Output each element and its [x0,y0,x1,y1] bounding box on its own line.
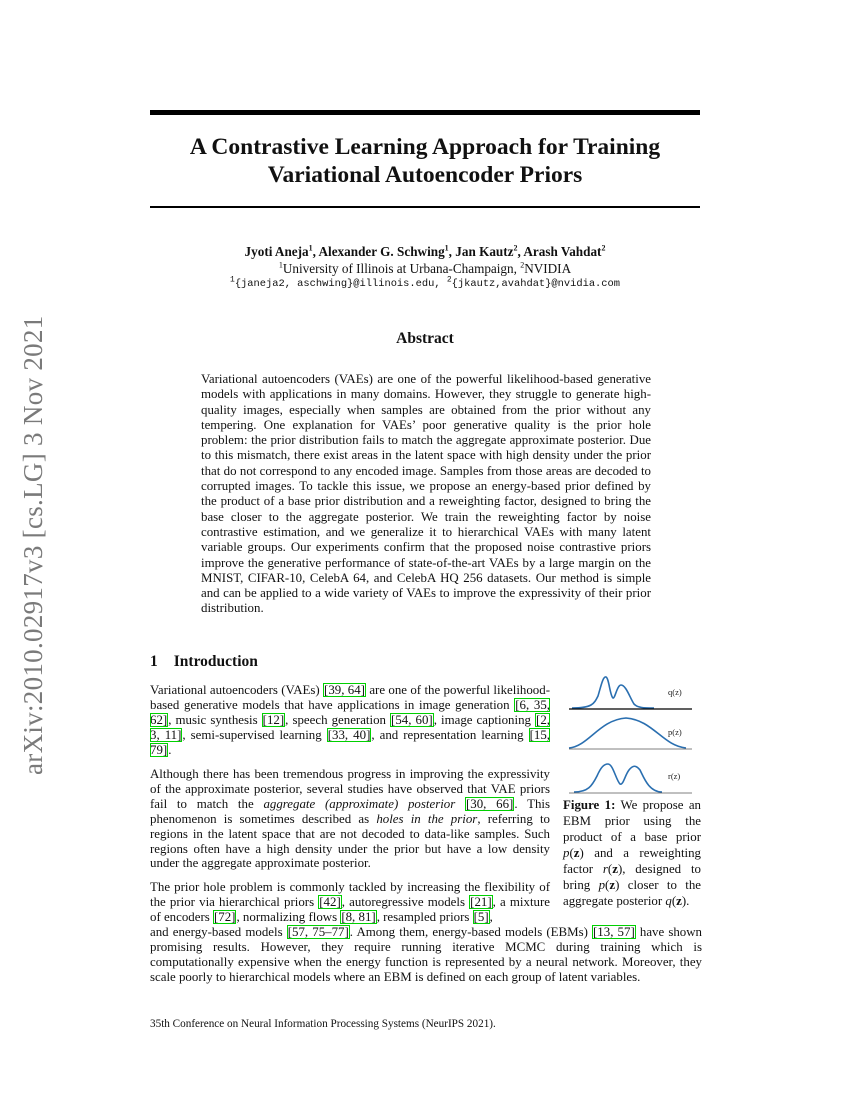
email-2: {jkautz,avahdat}@nvidia.com [451,278,620,290]
citation-link[interactable]: [54, 60] [391,712,433,727]
paper-title [150,133,700,189]
citation-link[interactable]: [30, 66] [466,796,514,811]
citation-link[interactable]: [21] [470,894,492,909]
author-affil-mark: 1 [444,243,449,253]
emphasis-text: holes in the prior [376,811,478,826]
citation-link[interactable]: [5] [473,909,489,924]
citation-link[interactable]: [8, 81] [341,909,376,924]
section-title: Introduction [173,653,258,670]
title-rule-top [150,110,700,115]
author-list: Jyoti Aneja$^1$, Alexander G. Schwing$^1$, Jan Kautz$^2$, Arash Vahdat$^2$ [244,243,606,259]
intro-paragraph-3-continued: and energy-based models [57, 75–77]. Among them, energy-based models (EBMs) [13, 57] have shown promising results. However, they require running iterative MCMC during training which is computationally expensive when the energy function is represented by a neural network. Moreover, they scale poorly to hierarchical models where an EBM is defined on each group of latent variables. [150,925,703,984]
q-curve [572,677,654,708]
arxiv-stamp: arXiv:2010.02917v3 [cs.LG] 3 Nov 2021 [18,315,48,775]
citation-link[interactable]: [6, 35, 62] [150,697,551,727]
citation-link[interactable]: [57, 75–77] [287,925,349,939]
affil-mark: 1 [278,260,283,270]
citation-link[interactable]: [33, 40] [327,727,371,742]
emails [150,277,700,291]
author-name: Alexander G. Schwing [318,244,445,259]
affiliation-1: University of Illinois at Urbana-Champaign, [282,261,521,276]
figure-1-caption: Figure 1: We propose an EBM prior using the product of a base prior p(z) and a reweighting factor r(z), designed to bring p(z) closer to the aggregate posterior q(z). [563,798,701,908]
citation-link[interactable]: [12] [262,712,285,727]
conference-footer: 35th Conference on Neural Information Processing Systems (NeurIPS 2021). [150,1018,496,1030]
citation-link[interactable]: [15, 79] [150,727,550,757]
intro-paragraph-1: Variational autoencoders (VAEs) [39, 64] are one of the powerful likelihood-based generative models that have applications in image generation [6, 35, 62], music synthesis [12], speech generation [54, 60], image captioning [2, 3, 11], semi-supervised learning [33, 40], and representation learning [15, 79]. [150,683,551,757]
abstract-heading: Abstract [396,330,454,347]
r-label: r(z) [668,771,681,781]
citation-link[interactable]: [42] [319,894,341,909]
email-mark: 1 [230,275,235,285]
section-number: 1 [150,653,158,670]
citation-link[interactable]: [72] [214,909,236,924]
author-name: Arash Vahdat [523,244,602,259]
affiliations [150,260,700,277]
intro-paragraph-2: Although there has been tremendous progress in improving the expressivity of the approximate posterior, several studies have observed that VAE priors fail to match the aggregate (approximate) posterior [30, 66]. This phenomenon is sometimes described as holes in the prior, referring to regions in the latent space that are not decoded to data-like samples. Such regions often have a high density under the prior but have a low density under the aggregate approximate posterior. [150,767,550,871]
author-affil-mark: 1 [308,243,313,253]
title-line-1: A Contrastive Learning Approach for Training [189,134,661,160]
author-affil-mark: 2 [601,243,606,253]
figure-1-distributions [564,668,704,800]
author-name: Jyoti Aneja [244,244,309,259]
email-1: {janeja2, aschwing}@illinois.edu, [234,278,447,290]
emphasis-text: aggregate (approximate) posterior [263,796,456,811]
citation-link[interactable]: [2, 3, 11] [150,712,550,742]
q-label: q(z) [668,687,682,697]
citation-link[interactable]: [39, 64] [324,683,365,697]
affil-mark: 2 [520,260,525,270]
affiliation-2: NVIDIA [524,261,572,276]
title-rule-bottom [150,206,700,208]
r-curve [574,764,662,792]
intro-paragraph-3: The prior hole problem is commonly tackled by increasing the flexibility of the prior via hierarchical priors [42], autoregressive models [21], a mixture of encoders [72], normalizing flows [8, 81], resampled priors [5], [150,880,551,924]
author-affil-mark: 2 [513,243,518,253]
citation-link[interactable]: [13, 57] [593,925,635,939]
abstract-text: Variational autoencoders (VAEs) are one of the powerful likelihood-based generative models with applications in many domains. However, they struggle to generate high-quality images, especially when samples are obtained from the prior without any tempering. One explanation for VAEs’ poor generative quality is the prior hole problem: the prior distribution fails to match the aggregate approximate posterior. Due to this mismatch, there exist areas in the latent space with high density under the prior that do not correspond to any encoded image. Samples from those areas are decoded to corrupted images. To tackle this issue, we propose an energy-based prior defined by the product of a base prior distribution and a reweighting factor, designed to bring the base closer to the aggregate posterior. We train the reweighting factor by noise contrastive estimation, and we generalize it to hierarchical VAEs with many latent variable groups. Our experiments confirm that the proposed noise contrastive priors improve the generative performance of state-of-the-art VAEs by a large margin on the MNIST, CIFAR-10, CelebA 64, and CelebA HQ 256 datasets. Our method is simple and can be applied to a wide variety of VAEs to improve the expressivity of their prior distribution. [201,372,651,616]
title-line-2: Variational Autoencoder Priors [267,162,583,188]
figure-label: Figure 1: [563,798,616,812]
author-name: Jan Kautz [455,244,514,259]
email-mark: 2 [446,275,452,285]
p-label: p(z) [668,727,682,737]
section-heading [150,653,258,671]
